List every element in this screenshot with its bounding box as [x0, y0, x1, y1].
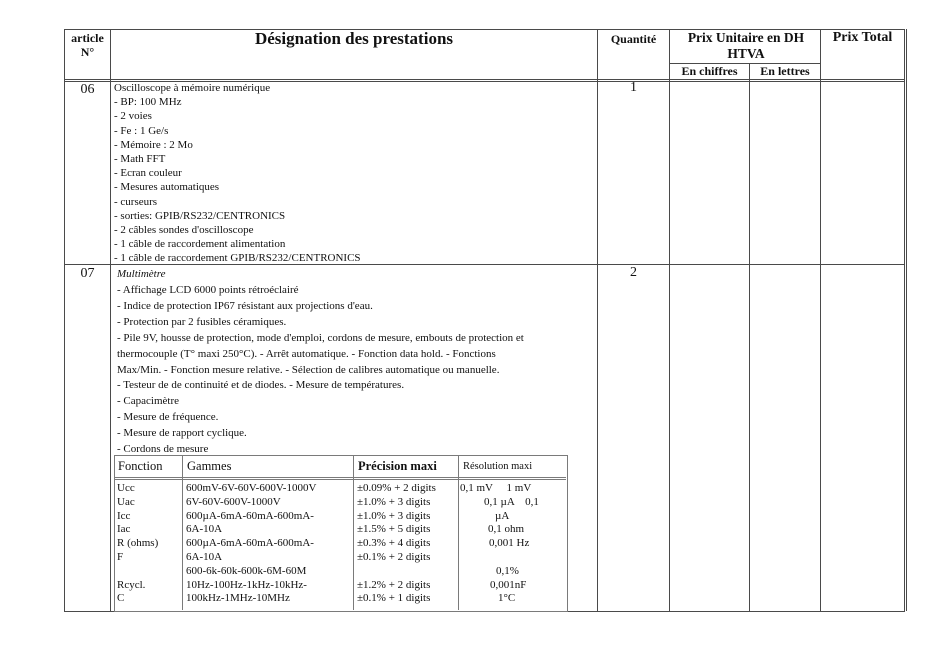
spec-cell: Iac: [117, 523, 131, 536]
row-06-line: - Mémoire : 2 Mo: [114, 138, 193, 151]
spec-cell: Icc: [117, 509, 131, 522]
spec-cell: 0,001nF: [490, 578, 527, 591]
spec-header-resolution: Résolution maxi: [463, 461, 533, 472]
spec-col-line: [458, 455, 459, 610]
col-line-right: [904, 29, 905, 611]
row-07-line: - Pile 9V, housse de protection, mode d'emploi, cordons de mesure, embouts de protection et: [117, 331, 524, 344]
row-06-line: - 1 câble de raccordement GPIB/RS232/CENTRONICS: [114, 252, 361, 265]
spec-cell: 600µA-6mA-60mA-600mA-: [186, 509, 314, 522]
spec-col-gammes: [186, 482, 316, 606]
header-quantite: Quantité: [610, 32, 657, 46]
spec-cell: ±0.1% + 1 digits: [357, 592, 431, 605]
spec-header-fonction: Fonction: [118, 459, 163, 473]
row-06-line: - Math FFT: [114, 153, 166, 166]
spec-cell: 6A-10A: [186, 550, 223, 563]
spec-cell: 0,1%: [496, 564, 519, 577]
row-06-line: - Mesures automatiques: [114, 181, 220, 194]
col-line-left: [64, 29, 65, 611]
spec-cell: 0,001 Hz: [489, 537, 530, 550]
row-06-title: Oscilloscope à mémoire numérique: [114, 82, 271, 94]
header-en-chiffres: En chiffres: [681, 64, 738, 78]
row-06-line: - 2 voies: [114, 110, 152, 123]
header-prix-total: Prix Total: [832, 30, 893, 45]
row-07-line: Max/Min. - Fonction mesure relative. - Sélection de calibres automatique ou manuelle.: [117, 363, 500, 376]
spec-cell: Uac: [117, 495, 135, 508]
spec-cell: ±0.1% + 2 digits: [357, 550, 431, 563]
spec-cell: ±0.3% + 4 digits: [357, 537, 431, 550]
spec-cell: µA: [495, 509, 510, 522]
spec-cell: ±1.2% + 2 digits: [357, 578, 431, 591]
col-line-lettres: [820, 29, 821, 611]
header-article: article N°: [71, 31, 104, 59]
spec-cell: ±0.09% + 2 digits: [357, 482, 436, 494]
spec-cell: [117, 565, 158, 579]
row-06-line: - sorties: GPIB/RS232/CENTRONICS: [114, 209, 286, 222]
row-06-description: [114, 81, 594, 266]
spec-cell: ±1.5% + 5 digits: [357, 523, 431, 536]
spec-col-precision: [357, 482, 436, 606]
spec-col-line: [353, 455, 354, 610]
spec-cell: 600mV-6V-60V-600V-1000V: [186, 482, 317, 494]
spec-col-resolution: [460, 482, 564, 606]
spec-cell: 0,1 mV 1 mV: [460, 482, 532, 494]
spec-cell: 6A-10A: [186, 523, 223, 536]
spec-cell: 100kHz-1MHz-10MHz: [186, 592, 290, 605]
row-06-line: - BP: 100 MHz: [114, 96, 182, 109]
row-07-line: thermocouple (T° maxi 250°C). - Arrêt automatique. - Fonction data hold. - Fonctions: [117, 347, 496, 360]
spec-cell: ±1.0% + 3 digits: [357, 509, 431, 522]
spec-col-line: [182, 455, 183, 610]
row-06-line: - Ecran couleur: [114, 167, 182, 180]
spec-cell: Rcycl.: [117, 578, 146, 591]
header-prix-unitaire: Prix Unitaire en DH HTVA: [687, 30, 805, 61]
spec-cell: 10Hz-100Hz-1kHz-10kHz-: [186, 578, 307, 591]
row-06-line: - 1 câble de raccordement alimentation: [114, 238, 286, 251]
row-06-line: - Fe : 1 Ge/s: [114, 124, 169, 137]
spec-cell: 6V-60V-600V-1000V: [186, 495, 281, 508]
row-07-line: - Affichage LCD 6000 points rétroéclairé: [117, 284, 299, 296]
spec-cell: ±1.0% + 3 digits: [357, 495, 431, 508]
spec-cell: [460, 551, 564, 565]
row-06-line: - curseurs: [114, 195, 158, 208]
header-en-lettres: En lettres: [760, 64, 810, 78]
row-07-line: - Capacimètre: [117, 395, 179, 408]
row-07-line: - Indice de protection IP67 résistant aux projections d'eau.: [117, 299, 373, 312]
header-designation: Désignation des prestations: [254, 29, 454, 48]
row-07-line: - Mesure de rapport cyclique.: [117, 427, 247, 440]
spec-cell: F: [117, 550, 124, 563]
col-line-right-2: [906, 29, 907, 611]
spec-cell: C: [117, 592, 125, 605]
row-07-line: - Protection par 2 fusibles céramiques.: [117, 315, 287, 328]
spec-header-precision: Précision maxi: [358, 459, 437, 473]
spec-cell: 600µA-6mA-60mA-600mA-: [186, 537, 314, 550]
row-07-article: 07: [80, 266, 95, 281]
row-07-description: [117, 283, 595, 458]
spec-cell: R (ohms): [117, 537, 159, 550]
spec-header-gammes: Gammes: [187, 459, 232, 473]
spec-cell: 600-6k-60k-600k-6M-60M: [186, 564, 307, 577]
row-06-article: 06: [80, 82, 95, 97]
row-07-quantity: 2: [630, 265, 637, 280]
row-06-quantity: 1: [630, 80, 637, 95]
row-07-line: - Testeur de de continuité et de diodes. - Mesure de températures.: [117, 379, 405, 392]
col-line-article: [110, 29, 111, 611]
row-07-line: - Cordons de mesure: [117, 443, 209, 456]
spec-cell: Ucc: [117, 482, 135, 494]
col-line-chiffres: [749, 63, 750, 611]
header-bottom-line: [64, 79, 905, 80]
col-line-designation: [597, 29, 598, 611]
col-line-quantite: [669, 29, 670, 611]
row-06-line: - 2 câbles sondes d'oscilloscope: [114, 224, 254, 237]
spec-cell: [357, 565, 436, 579]
spec-col-fonction: [117, 482, 158, 606]
spec-cell: 0,1 µA 0,1: [484, 495, 539, 508]
spec-cell: 1°C: [498, 592, 516, 605]
spec-cell: 0,1 ohm: [488, 523, 525, 536]
row-07-title: Multimètre: [117, 268, 166, 280]
row-07-line: - Mesure de fréquence.: [117, 411, 219, 424]
